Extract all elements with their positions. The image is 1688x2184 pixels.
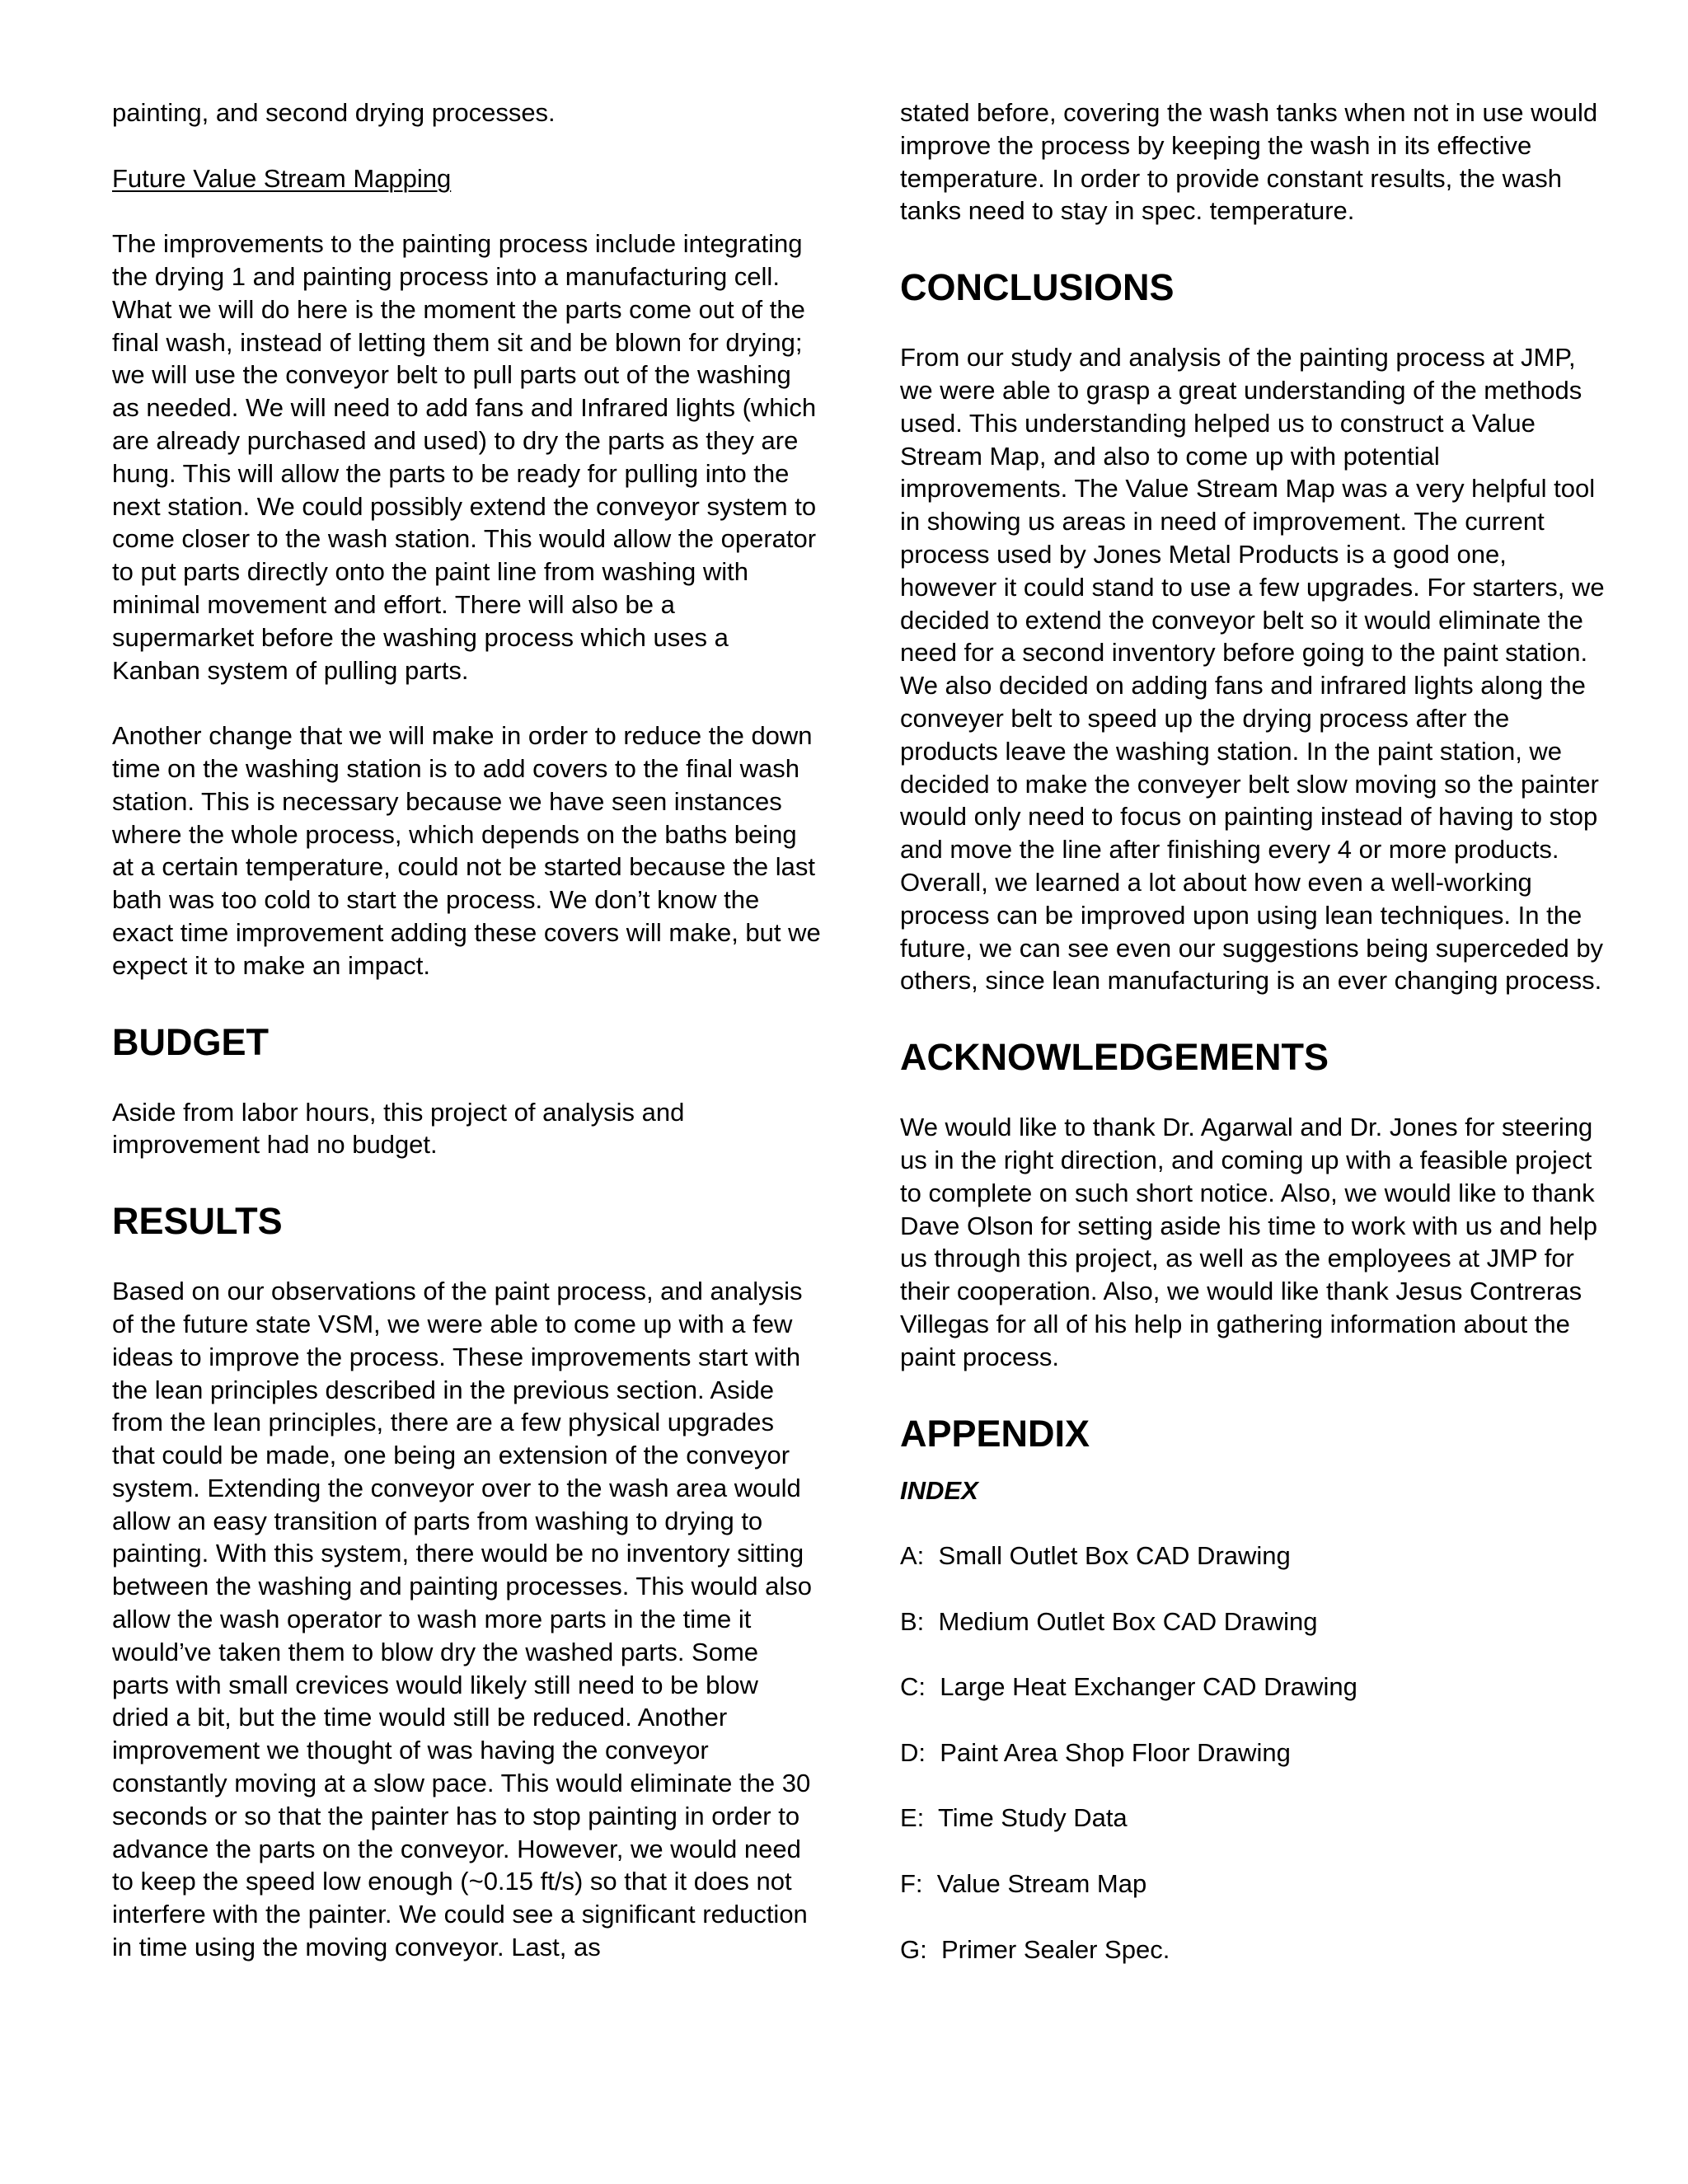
index-item-f: F: Value Stream Map	[900, 1869, 1147, 1899]
acknowledgements-paragraph: We would like to thank Dr. Agarwal and Dr. Jones for steering us in the right direction, and coming up with a feasible project to complete on such short notice. Also, we would like to thank Dave Olson for setting aside his time to work with us and help us through this project, as well as the employees at JMP for their cooperation. Also, we would like thank Jesus Contreras Villegas for all of his help in gathering information about the paint process.	[900, 1113, 1598, 1371]
index-item-c: C: Large Heat Exchanger CAD Drawing	[900, 1672, 1357, 1702]
budget-heading: BUDGET	[112, 1020, 269, 1063]
intro-line: painting, and second drying processes.	[112, 98, 556, 127]
acknowledgements-heading: ACKNOWLEDGEMENTS	[900, 1036, 1329, 1079]
future-vsm-paragraph-2: Another change that we will make in order to reduce the down time on the washing station is to add covers to the final wash station. This is necessary because we have seen instances where the whole process, which depends on the baths being at a certain temperature, could not be started because the last bath was too cold to start the process. We don’t know the exact time improvement adding these covers will make, but we expect it to make an impact.	[112, 721, 821, 980]
index-label: INDEX	[900, 1475, 978, 1505]
index-item-e: E: Time Study Data	[900, 1803, 1128, 1833]
continued-paragraph: stated before, covering the wash tanks when not in use would improve the process by keeping the wash in its effective temperature. In order to provide constant results, the wash tanks need to stay in spec. temperature.	[900, 98, 1598, 226]
index-item-g: G: Primer Sealer Spec.	[900, 1934, 1170, 1964]
index-item-d: D: Paint Area Shop Floor Drawing	[900, 1737, 1291, 1767]
left-column	[112, 96, 821, 1964]
appendix-heading: APPENDIX	[900, 1412, 1090, 1455]
future-vsm-paragraph-1: The improvements to the painting process include integrating the drying 1 and painting process into a manufacturing cell. What we will do here is the moment the parts come out of the final wash, instead of letting them sit and be blown for drying; we will use the conveyor belt to pull parts out of the washing as needed. We will need to add fans and Infrared lights (which are already purchased and used) to dry the parts as they are hung. This will allow the parts to be ready for pulling into the next station. We could possibly extend the conveyor system to come closer to the wash station. This would allow the operator to put parts directly onto the paint line from washing with minimal movement and effort. There will also be a supermarket before the washing process which uses a Kanban system of pulling parts.	[112, 229, 817, 685]
future-vsm-heading: Future Value Stream Mapping	[112, 163, 452, 193]
results-heading: RESULTS	[112, 1200, 283, 1243]
budget-paragraph: Aside from labor hours, this project of analysis and improvement had no budget.	[112, 1097, 685, 1160]
conclusions-heading: CONCLUSIONS	[900, 266, 1175, 309]
index-item-a: A: Small Outlet Box CAD Drawing	[900, 1541, 1291, 1571]
appendix-index-list	[900, 1540, 1609, 1966]
conclusions-paragraph: From our study and analysis of the painting process at JMP, we were able to grasp a great understanding of the methods used. This understanding helped us to construct a Value Stream Map, and also to come up with potential improvements. The Value Stream Map was a very helpful tool in showing us areas in need of improvement. The current process used by Jones Metal Products is a good one, however it could stand to use a few upgrades. For starters, we decided to extend the conveyor belt so it would eliminate the need for a second inventory before going to the paint station. We also decided on adding fans and infrared lights along the conveyer belt to speed up the drying process after the products leave the washing station. In the paint station, we decided to make the conveyer belt slow moving so the painter would only need to focus on painting instead of having to stop and move the line after finishing every 4 or more products. Overall, we learned a lot about how even a well-working process can be improved upon using lean techniques. In the future, we can see even our suggestions being superceded by others, since lean manufacturing is an ever changing process.	[900, 343, 1605, 996]
results-paragraph: Based on our observations of the paint process, and analysis of the future state VSM, we were able to come up with a few ideas to improve the process. These improvements start with the lean principles described in the previous section. Aside from the lean principles, there are a few physical upgrades that could be made, one being an extension of the conveyor system. Extending the conveyor over to the wash area would allow an easy transition of parts from washing to drying to painting. With this system, there would be no inventory sitting between the washing and painting processes. This would also allow the wash operator to wash more parts in the time it would’ve taken them to blow dry the washed parts. Some parts with small crevices would likely still need to be blow dried a bit, but the time would still be reduced. Another improvement we thought of was having the conveyor constantly moving at a slow pace. This would eliminate the 30 seconds or so that the painter has to stop painting in order to advance the parts on the conveyor. However, we would need to keep the speed low enough (~0.15 ft/s) so that it does not interfere with the painter. We could see a significant reduction in time using the moving conveyor. Last, as	[112, 1277, 813, 1962]
right-column	[900, 96, 1609, 1966]
index-item-b: B: Medium Outlet Box CAD Drawing	[900, 1606, 1318, 1636]
